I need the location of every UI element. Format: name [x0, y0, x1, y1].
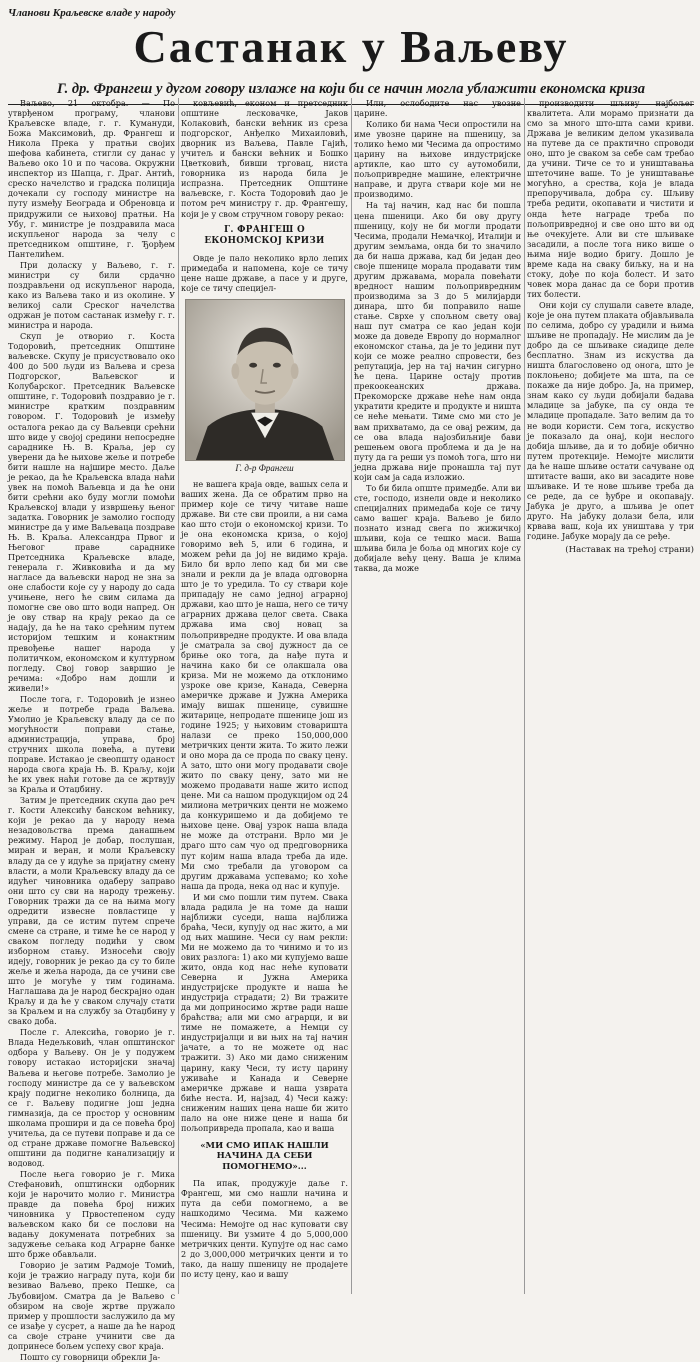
- article-paragraph: После г. Алексића, говорио је г. Влада Недељковић, члан општинског одбора у Ваљеву. Он је у подужем говору истакао историјски значај Ваљева и његове потребе. Замолио је господу министре да се у ваљевском крају подигне неколико болница, да се г. Ваљеву подигне још једна гимназија, да се простор у основним школама прошири и да се повећа број учитеља, да се путеви поправе и да се од стране државе помогне Ваљевској општини да подигне канализацију и водовод.: [8, 1027, 175, 1168]
- section-kicker: Чланови Краљевске владе у народу: [8, 7, 176, 19]
- article-columns: [8, 98, 694, 1362]
- continued-notice: (Наставак на трећој страни): [565, 545, 694, 556]
- photo-caption: Г. д-р Франгеш: [235, 462, 294, 473]
- article-paragraph: Скуп је отворио г. Коста Тодоровић, претседник Општине ваљевске. Скупу је присуствовало око 400 до 500 људи из Ваљева и среза Подгорског, Ваљевског и Колубарског. Претседник Ваљевске општине, г. Тодоровић поздравио је г. министре кратким поздравним говором. Г. Тодоровић је између осталога рекао да су Ваљевци срећни што виде у својој средини непосредне сараднике Њ. В. Краља, јер су уверени да ће њихове жеље и потребе бити нашле на најшире место. Даље је рекао, да ће Краљевска влада наћи увек на помоћ Ваљевца и да ће они бити срећни ако буду могли помоћи Краљевској влади у извршењу њеног задатка. Говорник је замолио господу министре да у име Ваљеваца поздраве Њ. В. Краља. Александра Првог и Његовог праве сараднике Претседника Краљевске владе, генерала г. Живковића и да му нагласе да ваљевски народ не зна за оне слабости које су у народу до сада учињене, него ће свим силама да помогне све ово што води напред. Он је ову ствар на крају рекао да се надају, да ће на тако срећним путем историјом тешким и конактним превођење нашег народа у политичком, економском и културном погледу. Свој говор завршио је речима: «Добро нам дошли и живели!»: [8, 331, 175, 693]
- subhead-economic-crisis: Г. ФРАНГЕШ О ЕКОНОМСКОЈ КРИЗИ: [204, 224, 325, 246]
- article-paragraph: Колико би нама Чеси опростили на име увозне царине на пшеницу, за толико ћемо ми Чесима да опростимо царину на њихове индустријске артикле, као што су аутомобили, пољопривредне машине, електричне направе, и друга ствари које ми не производимо.: [354, 119, 521, 200]
- article-column-4: [527, 98, 694, 1294]
- article-column-2: [181, 98, 348, 1294]
- article-paragraph: Или, ослободите нас увозне царине.: [354, 98, 521, 119]
- article-column-1: [8, 98, 175, 1362]
- article-paragraph: Затим је претседник скупа дао реч г. Кости Алексићу банском већнику, који је рекао да у народу нема незадовољства према данашњем режиму. Народ је добар, послушан, миран и веран, и моли Краљевску владу да се у идуће за пријатну смену власти, а моли Краљевску владу да се идућег чиновника одаберу заправо они што су сви на народу трежењу. Говорник тражи да се на њима могу одредити извесне повластице у управи, да се истим путем спрече смене са стране, и тиме ће се народ у сваком погледу подићи у свом изборном стању. Износећи своју идеју, говорник је рекао да су то биле жеље и жеља народа, да се учини све што је могуће у тим годинама. Наглашава да је народ бескрајно одан Краљу и да ће у сваком случају стати за Краљем и на службу за Отаџбину у свако доба.: [8, 795, 175, 1027]
- article-paragraph: То би била опште примедбе. Али ви сте, господо, изнели овде и неколико специјалних примедаба које се тичу само вашег краја. Ваљево је било познато изнад свега по жижичкој шљиви, која се тешко маси. Ваша шљива била је боља од многих које су добијале већу цену. Ваша је клима таква, да може: [354, 482, 521, 574]
- article-paragraph: не вашега краја овде, вашых села и ваших жена. Да се обратим прво на пример које се тичу читаве наше државе. Ви сте сви проили, а ни сама као што стоји о економској кризи. То је она економска криза, о којој говоримо већ 5, или 6 година, и можем рећи да јој не видимо краја. Било би врло лепо кад би ми све знали и рекли да је влада одговорна што је то уредила. То су ствари које припадају не само једној аграрној држави, као што је наша, него се тичу аграрних држава целог света. Свака држава има свој новац за пољопривредне продукте. И ова влада је сматрала за свој дужност да се бриње око тога, да нађе пута и начина како би се олакшала ова криза. Ми не можемо да отклонимо узроке ове кризе, Канада, Северна америчке државе и Јужна Америка имају вишак пшенице, сувишне житарице, непродате пшенице још из године 1925; у њиховим стоваришта налази се преко 150,000,000 метричких центи жита. То жито лежи и оно мора да се прода по сваку цену. А зато, што они могу продавати своје жито по сваку цену, зато ми не можемо продавати наше жито испод цене. Ми са нашом продукцијом од 24 милиона метричких центи не можемо да конкуришемо и да добијемо те њихове цене. Овај узрок наша влада не може да отстрани. Врло ми је драго што сам чуо од предговорника пут којим наша влада треба да иде. Ми смо требали да уговором са другим државама успевамо; ко хоће наша да прода, нека од нас и купује.: [181, 478, 348, 891]
- article-paragraph: На тај начин, кад нас би пошла цена пшеници. Ако би ову другу пшеницу, коју не би могли продати Чесима, продали Немачкој, Италији и другим земљама, онда би то значило да би наша држава, кад би један део своје пшенице морала продавати тим другим државама, морала повећати вредност нашим пољопривредним производима за 3 до 5 милијарди динара, што би поправило наше стање. Сврхе у спољном свету овај наш пут сматра се као један који може да доведе Европу до нормалног економског стања, да је то једини пут који се може реално спровести, без репутација, јер на тај начин сигурно ће цена. Царине остају против прекоокеанских држава. Прекоморске државе неће нам онда укратити кредите и продукте и ништа се неће мењати. Тиме смо ми сто је вам прихватамо, да се овај режим, да се ова влада најозбиљније бави решењем овога проблема и да је на путу да га реши уз помоћ тога, што ни једна држава није пронашла тај пут који сам ја сада изложио.: [354, 200, 521, 482]
- article-paragraph: Говорио је затим Радмоје Томић, који је тражио награду пута, који би везивао Ваљево, преко Пешке, са Љубовијом. Сматра да је Ваљево с обзиром на своје жртве пружало пример у прошлости заслужило да му се изађе у сусрет, а наше да ће народ са своје стране учинити све да допринесе бољем успеху свог краја.: [8, 1260, 175, 1351]
- article-paragraph: И ми смо пошли тим путем. Свака влада радила је на томе да наши најближи суседи, наша најближа браћа, Чеси, купују од нас жито, а ми од њих машине. Чеси су нам рекли: Ми не можемо да то чинимо и то из ових разлога: 1) ако ми купујемо ваше жито, онда код нас неће куповати Северна и Јужна Америка индустријске продукте и наша ће индустрија страдати; 2) Ви тражите да ми доприносимо жртве ради наше браћства; али ми смо аграрци, и ви тиме не помажете, а Немци су индустријалци и ви њих на тај начин јачате, а то не можете од нас тражити. 3) Ако ми дамо сниженим царину, каку Чеси, ту исту царину уживаће и Канада и Северне америчке државе и наша узврата биће неста. И, најзад, 4) Чеси кажу: сниженим наших цена наше би жито пало на оне ниже цене и наша би пољопривреда пропала, као и ваша: [181, 891, 348, 1133]
- article-paragraph: Пошто су говорници обрекли Ја-: [20, 1351, 161, 1362]
- portrait-photo: [185, 299, 345, 461]
- article-paragraph: Овде је пало неколико врло лепих примедаба и напомена, које се тичу цене наше државе, а пасе у и друге, које се тичу специјел-: [181, 252, 348, 293]
- article-paragraph: Ваљево, 21 октобра. — По утврђеном програму, чланови Краљевске владе, г. г. Кумануди, Божа Максимовић, др. Франгеш и Никола Прека у пратњи својих шефова кабинета, стигли су данас у Ваљево око 10 и по часова. Окружни инспектор из Шапца, г. Драг. Антић, среско начелство и градска полиција дочекали су господу министре на путу између Београда и Обреновца и придружили се њиховој пратњи. На Убу, г. министре је поздравила маса искупљеног народа за челу с претседником општине, г. Ђорђем Пантелићем.: [8, 98, 175, 259]
- article-paragraph: Па ипак, продужује даље г. Франгеш, ми смо нашли начина и пута да себи помогнемо, а ве нашкодимо Чесима. Ми кажемо Чесима: Немојте од нас куповати сву пшеницу. Ви узмите 4 до 5,000,000 метричких центи. Купујте од нас само 2 до 3,000,000 метричких центи и то тако, да нашу пшеницу не продајете по исту цену, као и вашу: [181, 1178, 348, 1279]
- article-paragraph: ковљевић, економ и претседник општине лесковачке, Јаков Колаковић, бански већник из среза подгорског, Анђелко Михаиловић, дворник из Ваљева, Павле Гајић, учитељ и бански већник и Бошко Цветковић, бивши трговац, ниста говорника из народа била је испразна. Претседник Општине ваљевске, г. Коста Тодоровић дао је потом реч министру г. др. Франгешу, који је у свом стручном говору рекао:: [181, 98, 348, 219]
- subhead-we-found-a-way: «МИ СМО ИПАК НАШЛИ НАЧИНА ДА СЕБИ ПОМОГНЕМО»...: [200, 1140, 329, 1172]
- article-paragraph: Они који су слушали савете владе, које је она путем плаката објављивала по селима, добро су урадили и њима шљиве не пропадају. Не мислим да је добро да се шљиваке сиадице деле бесплатно. Знам из искуства да ништа благословено од онога, што је поклоњено; добијете ма шта, па се покаже да није добро. Ја, на пример, знам како су људи добијали бадава младице за јабуке, па су онда те младице пропадале. Зато велим да то не води користи. Сем тога, искуство је показало да онај, који неслого добија шљиве, да и то добије обично путем протекције. Немојте мислити да ће наше шљиве остати сачуване од штитасте ваши, ако ви засадите нове шљиваке. И те нове шљиве треба да се реде, да се ђубре и окопавају. Јабука је друго, а шљива је опет друго. На јабуку долази бела, или крвава ваш, која их уништава у три године. Јабуке морају да се ређе.: [527, 299, 694, 542]
- page-deck: Г. др. Франгеш у дугом говору излаже на који би се начин могла ублажити економска криза: [57, 81, 645, 97]
- article-paragraph: производити шљиву најбољег квалитета. Али морамо признати да смо за много што-шта сами криви. Држава је великим делом указивала на путеве да се практично спроводи оно, што је сваком за себе сам требао да учини. Тиче се то и уништавања штеточине ваше. То је уништавање могућно, а срества, која је влада препоручивала, добра су. Шљиву треба редити, окопавати и чистити и онда ћете награде треба по пољопривредној и све оно што ви од ње очекујете. Али ви сте шљиваке засадили, а после тога нико више о њима није водио бригу. Дошло је време када на сваку биљку, на и на стоку, дође по која болест. И зато човек мора данас да се бори против тих болести.: [527, 98, 694, 299]
- page-headline: Састанак у Ваљеву: [133, 21, 569, 72]
- article-paragraph: При доласку у Ваљево, г. г. министри су били срдачно поздрављени од искупљеног народа, како из Ваљева тако и из околине. У великој сали Среског начелства одржан је потом састанак између г. г. министра и народа.: [8, 259, 175, 331]
- article-paragraph: После њега говорио је г. Мика Стефановић, општински одборник који је нарочито молио г. Министра правде да повећа број нижих чиновника у Првостепеном суду ваљевском како би се послови на вадању докумената потребних за задужење сељака код Аграрне банке што брже обављали.: [8, 1168, 175, 1260]
- article-column-3: [354, 98, 521, 1294]
- article-paragraph: После тога, г. Тодоровић је изнео жеље и потребе града Ваљева. Умолио је Краљевску владу да се по могућности поправи стање, администрација, управа, број стручних школа повећа, а путеви поправе. Истакао је свеопшту оданост народа свога краја Њ. В. Краљу, који ће их увек наћи готове да се жртвују за Краља и Отаџбину.: [8, 693, 175, 795]
- portrait-illustration: [186, 300, 344, 460]
